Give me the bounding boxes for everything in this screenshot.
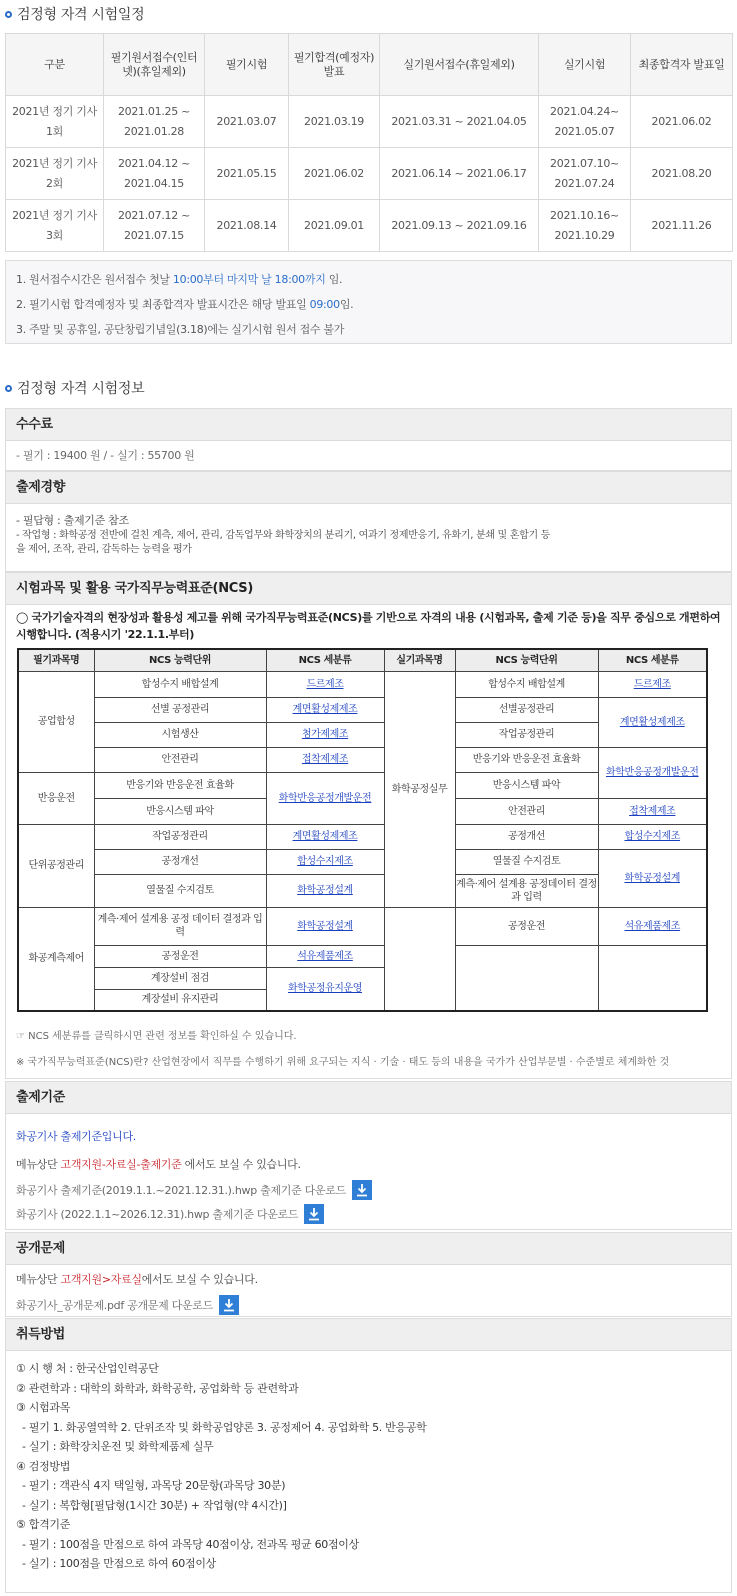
schedule-cell: 2021.06.02 (631, 96, 733, 148)
ncs-category-link[interactable]: 계면활성제제조 (292, 704, 358, 715)
bullet-icon (5, 11, 12, 18)
ncs-table (17, 648, 708, 1012)
download-icon[interactable] (352, 1180, 372, 1200)
acquire-line: - 필기 1. 화공열역학 2. 단위조작 및 화학공업양론 3. 공정제어 4. 공업화학 5. 반응공학 (22, 1420, 427, 1434)
download-icon[interactable] (304, 1204, 324, 1224)
ncs-subject: 반응운전 (18, 772, 94, 824)
table-row (6, 96, 733, 148)
ncs-category-link[interactable]: 합성수지제조 (297, 856, 353, 867)
criteria-menu-path: 메뉴상단 고객지원-자료실-출제기준 에서도 보실 수 있습니다. (16, 1158, 301, 1171)
schedule-cell: 2021.09.01 (289, 200, 380, 252)
public-file-row (16, 1293, 721, 1317)
schedule-cell: 2021.06.02 (289, 148, 380, 200)
ncs-unit: 열물질 수지검토 (455, 849, 598, 874)
table-row (6, 200, 733, 252)
ncs-category-link[interactable]: 접착제제조 (301, 754, 349, 765)
schedule-cell: 2021.10.16~ 2021.10.29 (539, 200, 631, 252)
ncs-intro: ◯ 국가기술자격의 현장성과 활용성 제고를 위해 국가직무능력표준(NCS)를 기반으로 자격의 내용 (시험과목, 출제 기준 등)을 직무 중심으로 개편하여 시행합니다. (적용시기 '22.1.1.부터) (16, 611, 721, 641)
ncs-unit: 계장설비 유지관리 (94, 989, 266, 1011)
ncs-category-link[interactable]: 석유제품제조 (297, 950, 353, 962)
ncs-unit: 반응시스템 파악 (94, 798, 266, 824)
bullet-icon (5, 385, 12, 392)
note-line: 1. 원서접수시간은 원서접수 첫날 10:00부터 마지막 날 18:00까지 임. (16, 273, 343, 286)
schedule-cell: 2021.08.20 (631, 148, 733, 200)
ncs-category-link[interactable]: 드르제조 (633, 678, 671, 690)
ncs-unit: 안전관리 (94, 747, 266, 772)
ncs-unit: 선별 공정관리 (94, 697, 266, 722)
info-section-title: 검정형 자격 시험정보 (5, 378, 144, 398)
download-icon[interactable] (219, 1295, 239, 1315)
schedule-cell: 2021.08.14 (205, 200, 289, 252)
ncs-category-link[interactable]: 계면활성제제조 (619, 716, 685, 728)
ncs-category-link[interactable]: 화학반응공정개발운전 (605, 767, 699, 778)
trend-line: 을 제어, 조작, 관리, 감독하는 능력을 평가 (16, 544, 192, 555)
ncs-unit: 반응시스템 파악 (455, 772, 598, 798)
ncs-category-link[interactable]: 화학공정설계 (297, 885, 353, 896)
ncs-subject: 공업합성 (18, 671, 94, 772)
ncs-category-link[interactable]: 화학공정설계 (624, 872, 681, 884)
schedule-header: 구분 (6, 34, 104, 96)
ncs-unit: 공정운전 (94, 945, 266, 967)
schedule-header: 실기원서접수(휴일제외) (380, 34, 539, 96)
acquire-line: ② 관련학과 : 대학의 화학과, 화학공학, 공업화학 등 관련학과 (16, 1381, 299, 1395)
ncs-unit: 계측·제어 설계용 공정 데이터 결정과 입력 (94, 907, 266, 945)
ncs-category-link[interactable]: 계면활성제제조 (292, 831, 358, 842)
fee-heading: 수수료 (6, 409, 731, 441)
ncs-header: NCS 세분류 (598, 649, 707, 671)
ncs-unit: 공정개선 (455, 824, 598, 849)
trend-line: - 작업형 : 화학공정 전반에 걸친 계측, 제어, 관리, 감독업무와 화학장치의 분리기, 여과기 정제반응기, 유화기, 분쇄 및 혼합기 등 (16, 530, 551, 541)
ncs-unit: 안전관리 (455, 798, 598, 824)
acquire-line: ⑤ 합격기준 (16, 1518, 71, 1531)
ncs-category-link[interactable]: 화학반응공정개발운전 (278, 792, 372, 804)
schedule-cell: 2021.11.26 (631, 200, 733, 252)
public-box (5, 1232, 732, 1317)
criteria-file-label: 화공기사 (2022.1.1~2026.12.31).hwp 출제기준 다운로드 (16, 1207, 299, 1221)
schedule-header-row (6, 34, 733, 96)
schedule-header: 필기시험 (205, 34, 289, 96)
ncs-header: 필기과목명 (18, 649, 94, 671)
schedule-cell: 2021.07.12 ~ 2021.07.15 (104, 200, 205, 252)
fee-box (5, 408, 732, 471)
ncs-unit: 계측·제어 설계용 공정데이터 결정과 입력 (455, 874, 598, 907)
criteria-heading: 출제기준 (6, 1082, 731, 1114)
table-row (6, 148, 733, 200)
ncs-empty-cell (598, 945, 707, 1011)
ncs-unit: 합성수지 배합설계 (455, 671, 598, 697)
ncs-unit: 선별공정관리 (455, 697, 598, 722)
ncs-unit: 작업공정관리 (94, 824, 266, 849)
acquire-line: - 필기 : 객관식 4지 택일형, 과목당 20문항(과목당 30분) (22, 1479, 286, 1492)
schedule-cell: 2021.07.10~ 2021.07.24 (539, 148, 631, 200)
schedule-cell: 2021년 정기 기사 3회 (6, 200, 104, 252)
ncs-heading: 시험과목 및 활용 국가직무능력표준(NCS) (6, 573, 731, 605)
ncs-header: NCS 능력단위 (94, 649, 266, 671)
schedule-cell: 2021.04.12 ~ 2021.04.15 (104, 148, 205, 200)
ncs-empty-cell (455, 945, 598, 1011)
public-heading: 공개문제 (6, 1233, 731, 1265)
ncs-unit: 공정운전 (455, 907, 598, 945)
ncs-empty-cell (384, 907, 455, 1011)
acquire-line: - 실기 : 복합형[필답형(1시간 30분) + 작업형(약 4시간)] (22, 1498, 287, 1512)
criteria-file-label: 화공기사 출제기준(2019.1.1.~2021.12.31.).hwp 출제기준 다운로드 (16, 1183, 346, 1197)
acquire-line: - 필기 : 100점을 만점으로 하여 과목당 40점이상, 전과목 평균 60점이상 (22, 1537, 359, 1551)
note-line: 2. 필기시험 합격예정자 및 최종합격자 발표시간은 해당 발표일 09:00임. (16, 298, 354, 311)
schedule-table (5, 33, 733, 252)
schedule-section-title: 검정형 자격 시험일정 (5, 4, 144, 24)
trend-box (5, 471, 732, 572)
schedule-notes (5, 260, 732, 344)
ncs-subject: 단위공정관리 (18, 824, 94, 907)
acquire-line: ④ 검정방법 (16, 1459, 71, 1473)
acquire-line: - 실기 : 화학장치운전 및 화학제품제 실무 (22, 1440, 214, 1453)
ncs-unit: 반응기와 반응운전 효율화 (455, 747, 598, 772)
criteria-menu-link[interactable]: 고객지원-자료실-출제기준 (60, 1158, 182, 1171)
trend-line: - 필답형 : 출제기준 참조 (16, 514, 129, 527)
schedule-cell: 2021.03.07 (205, 96, 289, 148)
schedule-cell: 2021년 정기 기사 2회 (6, 148, 104, 200)
schedule-header: 최종합격자 발표일 (631, 34, 733, 96)
ncs-unit: 계장설비 점검 (94, 967, 266, 989)
acquire-line: - 실기 : 100점을 만점으로 하여 60점이상 (22, 1557, 216, 1570)
note-line: 3. 주말 및 공휴일, 공단창립기념일(3.18)에는 실기시험 원서 접수 불가 (16, 323, 345, 336)
ncs-unit: 열물질 수지검토 (94, 874, 266, 907)
criteria-file-row (16, 1202, 721, 1226)
ncs-category-link[interactable]: 첨가제제조 (301, 729, 349, 740)
ncs-unit: 공정개선 (94, 849, 266, 874)
schedule-cell: 2021.09.13 ~ 2021.09.16 (380, 200, 539, 252)
criteria-box (5, 1081, 732, 1230)
ncs-unit: 반응기와 반응운전 효율화 (94, 772, 266, 798)
ncs-unit: 시험생산 (94, 722, 266, 747)
schedule-cell: 2021.01.25 ~ 2021.01.28 (104, 96, 205, 148)
ncs-category-link[interactable]: 화학공정유지운영 (287, 983, 363, 995)
ncs-category-link[interactable]: 화학공정설계 (297, 920, 353, 932)
schedule-cell: 2021.06.14 ~ 2021.06.17 (380, 148, 539, 200)
ncs-definition-note: ※ 국가직무능력표준(NCS)란? 산업현장에서 직무를 수행하기 위해 요구되는 지식 · 기술 · 태도 등의 내용을 국가가 산업부문별 · 수준별로 체계화한 것 (16, 1057, 670, 1068)
acquire-box (5, 1318, 732, 1593)
schedule-cell: 2021.03.19 (289, 96, 380, 148)
ncs-category-link[interactable]: 드르제조 (306, 678, 344, 690)
schedule-header: 필기원서접수(인터넷)(휴일제외) (104, 34, 205, 96)
schedule-cell: 2021년 정기 기사 1회 (6, 96, 104, 148)
criteria-intro: 화공기사 출제기준입니다. (16, 1130, 136, 1143)
schedule-header: 필기합격(예정자)발표 (289, 34, 380, 96)
schedule-header: 실기시험 (539, 34, 631, 96)
acquire-line: ① 시 행 처 : 한국산업인력공단 (16, 1362, 159, 1375)
schedule-cell: 2021.03.31 ~ 2021.04.05 (380, 96, 539, 148)
ncs-category-link[interactable]: 석유제품제조 (624, 920, 681, 932)
acquire-line: ③ 시험과목 (16, 1401, 71, 1414)
acquire-heading: 취득방법 (6, 1319, 731, 1351)
public-menu-path: 메뉴상단 고객지원>자료실에서도 보실 수 있습니다. (16, 1273, 258, 1286)
ncs-unit: 합성수지 배합설계 (94, 671, 266, 697)
schedule-cell: 2021.05.15 (205, 148, 289, 200)
ncs-practical-subject: 화학공정실무 (384, 671, 455, 907)
public-file-label: 화공기사_공개문제.pdf 공개문제 다운로드 (16, 1298, 213, 1312)
ncs-subject: 화공계측제어 (18, 907, 94, 1011)
criteria-file-row (16, 1178, 721, 1202)
fee-text: - 필기 : 19400 원 / - 실기 : 55700 원 (16, 449, 195, 462)
ncs-header: 실기과목명 (384, 649, 455, 671)
schedule-cell: 2021.04.24~ 2021.05.07 (539, 96, 631, 148)
public-menu-link[interactable]: 고객지원>자료실 (60, 1273, 142, 1286)
ncs-header: NCS 세분류 (266, 649, 384, 671)
ncs-unit: 작업공정관리 (455, 722, 598, 747)
ncs-click-note: ☞ NCS 세분류를 클릭하시면 관련 정보를 확인하실 수 있습니다. (16, 1031, 297, 1042)
ncs-header: NCS 능력단위 (455, 649, 598, 671)
ncs-category-link[interactable]: 접착제제조 (629, 805, 676, 817)
trend-heading: 출제경향 (6, 472, 731, 504)
ncs-category-link[interactable]: 합성수지제조 (624, 831, 681, 842)
